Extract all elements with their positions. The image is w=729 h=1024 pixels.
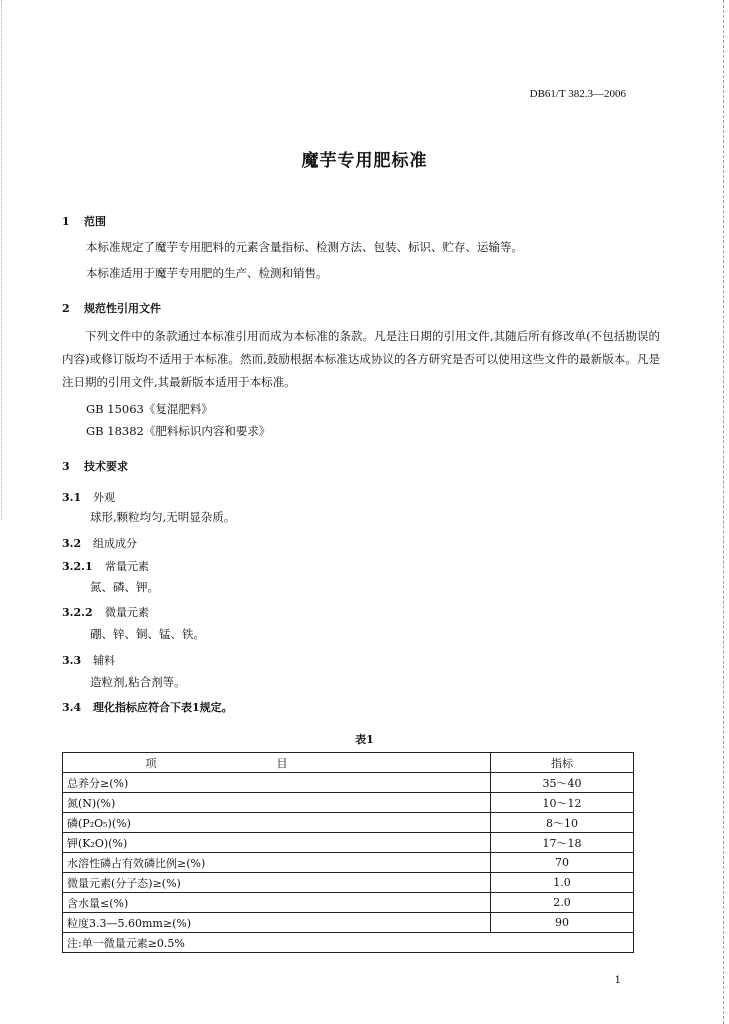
- section-text: 理化指标应符合下表1规定。: [93, 701, 233, 714]
- reference-gb15063: GB 15063《复混肥料》: [86, 402, 213, 416]
- section-number: 3.2.1: [62, 560, 93, 573]
- section-3-4-heading: [62, 699, 233, 715]
- section-number: 3: [62, 460, 70, 473]
- section-3-1-heading: [62, 489, 115, 505]
- row-label: 含水量≤(%): [63, 893, 491, 913]
- row-value: 90: [491, 913, 634, 933]
- section-3-2-1-text: 氮、磷、钾。: [90, 580, 159, 594]
- scan-edge-left: [1, 0, 3, 520]
- section-title: 规范性引用文件: [84, 302, 161, 315]
- section-title: 常量元素: [105, 560, 149, 573]
- section-3-3-heading: [62, 652, 115, 668]
- section-3-2-2-text: 硼、锌、铜、锰、铁。: [90, 627, 205, 641]
- table-row: [63, 873, 634, 893]
- table-caption: 表1: [355, 733, 374, 746]
- table-row: [63, 913, 634, 933]
- row-label: 水溶性磷占有效磷比例≥(%): [63, 853, 491, 873]
- section-3-2-1-heading: [62, 558, 149, 574]
- row-value: 10～12: [491, 793, 634, 813]
- reference-gb18382: GB 18382《肥料标识内容和要求》: [86, 424, 271, 438]
- section-1-heading: [62, 213, 106, 229]
- section-3-3-text: 造粒剂,粘合剂等。: [90, 675, 186, 689]
- page-title: 魔芋专用肥标准: [301, 151, 428, 171]
- section-number: 1: [62, 215, 70, 228]
- row-label: 粒度3.3—5.60mm≥(%): [63, 913, 491, 933]
- table-row: [63, 793, 634, 813]
- section-3-heading: [62, 458, 128, 474]
- row-value: 8～10: [491, 813, 634, 833]
- section-title: 外观: [93, 491, 115, 504]
- section-title: 辅料: [93, 654, 115, 667]
- row-value: 1.0: [491, 873, 634, 893]
- table-row: [63, 853, 634, 873]
- section-1-paragraph-2: 本标准适用于魔芋专用肥的生产、检测和销售。: [86, 266, 328, 280]
- section-number: 3.4: [62, 701, 82, 714]
- section-3-1-text: 球形,颗粒均匀,无明显杂质。: [90, 510, 236, 524]
- table-row: [63, 813, 634, 833]
- row-value: 17～18: [491, 833, 634, 853]
- section-3-2-2-heading: [62, 604, 149, 620]
- section-title: 微量元素: [105, 606, 149, 619]
- section-2-heading: [62, 300, 161, 316]
- table-row: [63, 773, 634, 793]
- table-row: [63, 833, 634, 853]
- section-number: 3.1: [62, 491, 82, 504]
- row-label: 总养分≥(%): [63, 773, 491, 793]
- spec-table: [62, 752, 634, 953]
- section-number: 3.3: [62, 654, 82, 667]
- section-3-2-heading: [62, 535, 137, 551]
- section-title: 技术要求: [84, 460, 128, 473]
- page-number: 1: [614, 975, 621, 986]
- table-header-row: [63, 753, 634, 773]
- section-2-paragraph: 下列文件中的条款通过本标准引用而成为本标准的条款。凡是注日期的引用文件,其随后所有修改单(不包括勘误的内容)或修订版均不适用于本标准。然而,鼓励根据本标准达成协议的各方研究是否可以使用这些文件的最新版本。凡是注日期的引用文件,其最新版本适用于本标准。: [62, 329, 660, 389]
- section-1-paragraph-1: 本标准规定了魔芋专用肥料的元素含量指标、检测方法、包装、标识、贮存、运输等。: [86, 240, 523, 254]
- header-item: 项目: [63, 753, 491, 773]
- table-note-row: [63, 933, 634, 953]
- row-label: 磷(P₂O₅)(%): [63, 813, 491, 833]
- table-note: 注:单一微量元素≥0.5%: [63, 933, 634, 953]
- section-title: 组成成分: [93, 537, 137, 550]
- document-code: DB61/T 382.3—2006: [529, 88, 626, 100]
- row-label: 钾(K₂O)(%): [63, 833, 491, 853]
- table-row: [63, 893, 634, 913]
- section-number: 3.2.2: [62, 606, 93, 619]
- row-value: 35～40: [491, 773, 634, 793]
- header-value: 指标: [491, 753, 634, 773]
- row-value: 70: [491, 853, 634, 873]
- row-value: 2.0: [491, 893, 634, 913]
- row-label: 微量元素(分子态)≥(%): [63, 873, 491, 893]
- row-label: 氮(N)(%): [63, 793, 491, 813]
- section-number: 3.2: [62, 537, 82, 550]
- section-number: 2: [62, 302, 70, 315]
- section-title: 范围: [84, 215, 106, 228]
